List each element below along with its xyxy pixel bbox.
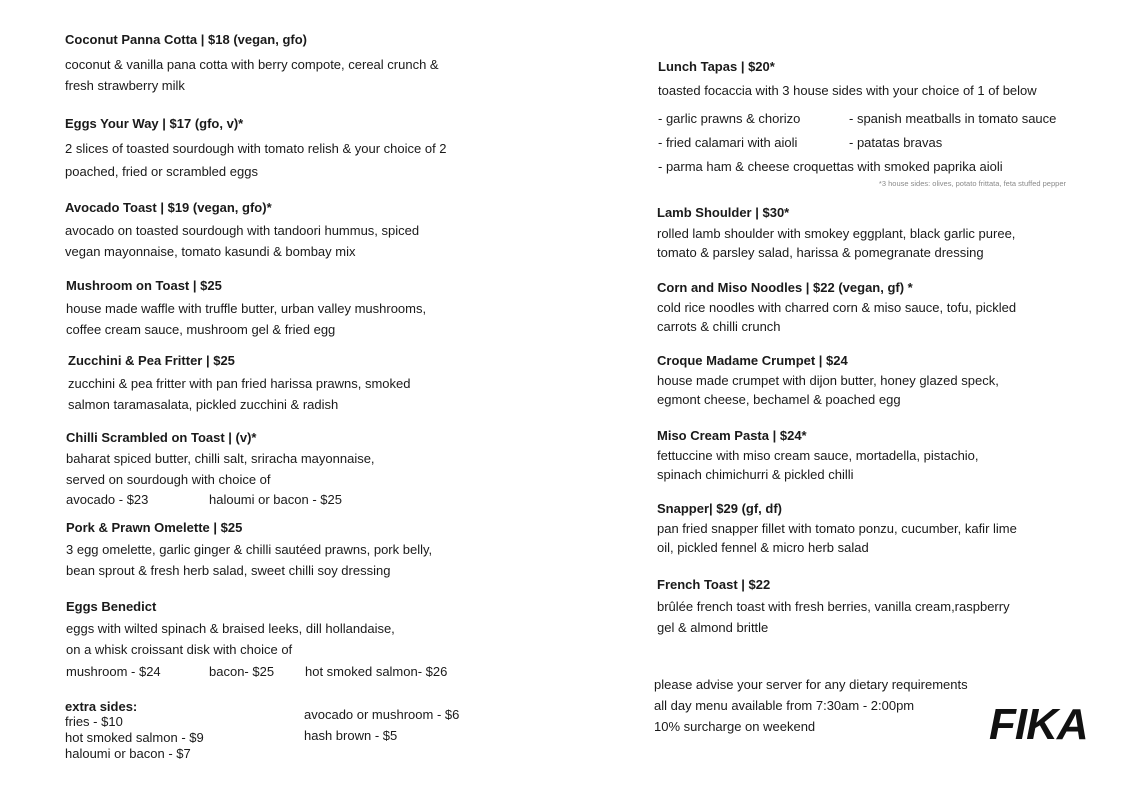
snapper-description: pan fried snapper fillet with tomato ponzu, cucumber, kafir lime oil, pickled fennel & micro herb salad <box>657 521 1017 555</box>
avocado-toast-description: avocado on toasted sourdough with tandoori hummus, spiced vegan mayonnaise, tomato kasundi & bombay mix <box>65 223 420 259</box>
coconut-title: Coconut Panna Cotta | $18 (vegan, gfo) <box>65 32 307 47</box>
extra-sides-list: fries - $10 hot smoked salmon - $9 haloumi or bacon - $7 <box>65 714 204 761</box>
french-toast-title: French Toast | $22 <box>657 577 771 592</box>
tapas-footnote: *3 house sides: olives, potato frittata, feta stuffed pepper <box>878 179 1066 188</box>
pasta-title: Miso Cream Pasta | $24* <box>657 428 807 443</box>
croque-title: Croque Madame Crumpet | $24 <box>657 353 848 368</box>
lunch-tapas-title: Lunch Tapas | $20* <box>658 59 775 74</box>
zucchini-title: Zucchini & Pea Fritter | $25 <box>68 353 235 368</box>
tapas-option-patatas: - patatas bravas <box>849 135 943 150</box>
benedict-option-mushroom: mushroom - $24 <box>66 664 161 679</box>
noodles-description: cold rice noodles with charred corn & miso sauce, tofu, pickled carrots & chilli crunch <box>657 300 1017 334</box>
snapper-title: Snapper| $29 (gf, df) <box>657 501 782 516</box>
chilli-option-avocado: avocado - $23 <box>66 492 149 507</box>
coconut-description: coconut & vanilla pana cotta with berry compote, cereal crunch & fresh strawberry milk <box>65 57 439 93</box>
eggs-your-way-description: 2 slices of toasted sourdough with tomato relish & your choice of 2 poached, fried or scrambled eggs <box>65 141 447 179</box>
benedict-option-bacon: bacon- $25 <box>209 664 275 679</box>
avocado-toast-title: Avocado Toast | $19 (vegan, gfo)* <box>65 200 272 215</box>
pasta-description: fettuccine with miso cream sauce, mortadella, pistachio, spinach chimichurri & pickled chilli <box>657 448 979 482</box>
zucchini-description: zucchini & pea fritter with pan fried harissa prawns, smoked salmon taramasalata, pickled zucchini & radish <box>68 376 411 412</box>
benedict-option-salmon: hot smoked salmon- $26 <box>305 664 448 679</box>
footer-notes: please advise your server for any dietary requirements all day menu available from 7:30am - 2:00pm 10% surcharge on weekend <box>654 677 968 734</box>
mushroom-title: Mushroom on Toast | $25 <box>66 278 222 293</box>
benedict-title: Eggs Benedict <box>66 599 157 614</box>
benedict-description: eggs with wilted spinach & braised leeks, dill hollandaise, on a whisk croissant disk with choice of <box>66 621 395 657</box>
omelette-title: Pork & Prawn Omelette | $25 <box>66 520 243 535</box>
lunch-tapas-description: toasted focaccia with 3 house sides with your choice of 1 of below <box>658 83 1037 98</box>
tapas-option-garlic-prawns: - garlic prawns & chorizo <box>658 111 801 126</box>
lamb-title: Lamb Shoulder | $30* <box>657 205 790 220</box>
chilli-option-haloumi: haloumi or bacon - $25 <box>209 492 342 507</box>
omelette-description: 3 egg omelette, garlic ginger & chilli sautéed prawns, pork belly, bean sprout & fresh herb salad, sweet chilli soy dressing <box>66 542 433 578</box>
fika-logo: FIKA <box>989 700 1088 749</box>
eggs-your-way-title: Eggs Your Way | $17 (gfo, v)* <box>65 116 244 131</box>
mushroom-description: house made waffle with truffle butter, urban valley mushrooms, coffee cream sauce, mushroom gel & fried egg <box>66 301 427 337</box>
chilli-title: Chilli Scrambled on Toast | (v)* <box>66 430 257 445</box>
tapas-option-calamari: - fried calamari with aioli <box>658 135 798 150</box>
tapas-option-croquettas: - parma ham & cheese croquettas with smoked paprika aioli <box>658 159 1003 174</box>
croque-description: house made crumpet with dijon butter, honey glazed speck, egmont cheese, bechamel & poached egg <box>657 373 999 407</box>
french-toast-description: brûlée french toast with fresh berries, vanilla cream,raspberry gel & almond brittle <box>657 599 1010 635</box>
extra-sides-title: extra sides: <box>65 699 138 714</box>
noodles-title: Corn and Miso Noodles | $22 (vegan, gf) * <box>657 280 913 295</box>
chilli-description: baharat spiced butter, chilli salt, sriracha mayonnaise, served on sourdough with choice of <box>66 451 375 487</box>
tapas-option-meatballs: - spanish meatballs in tomato sauce <box>849 111 1057 126</box>
extra-sides-list-2: avocado or mushroom - $6 hash brown - $5 <box>304 707 460 743</box>
lamb-description: rolled lamb shoulder with smokey eggplant, black garlic puree, tomato & parsley salad, harissa & pomegranate dressing <box>657 226 1016 260</box>
